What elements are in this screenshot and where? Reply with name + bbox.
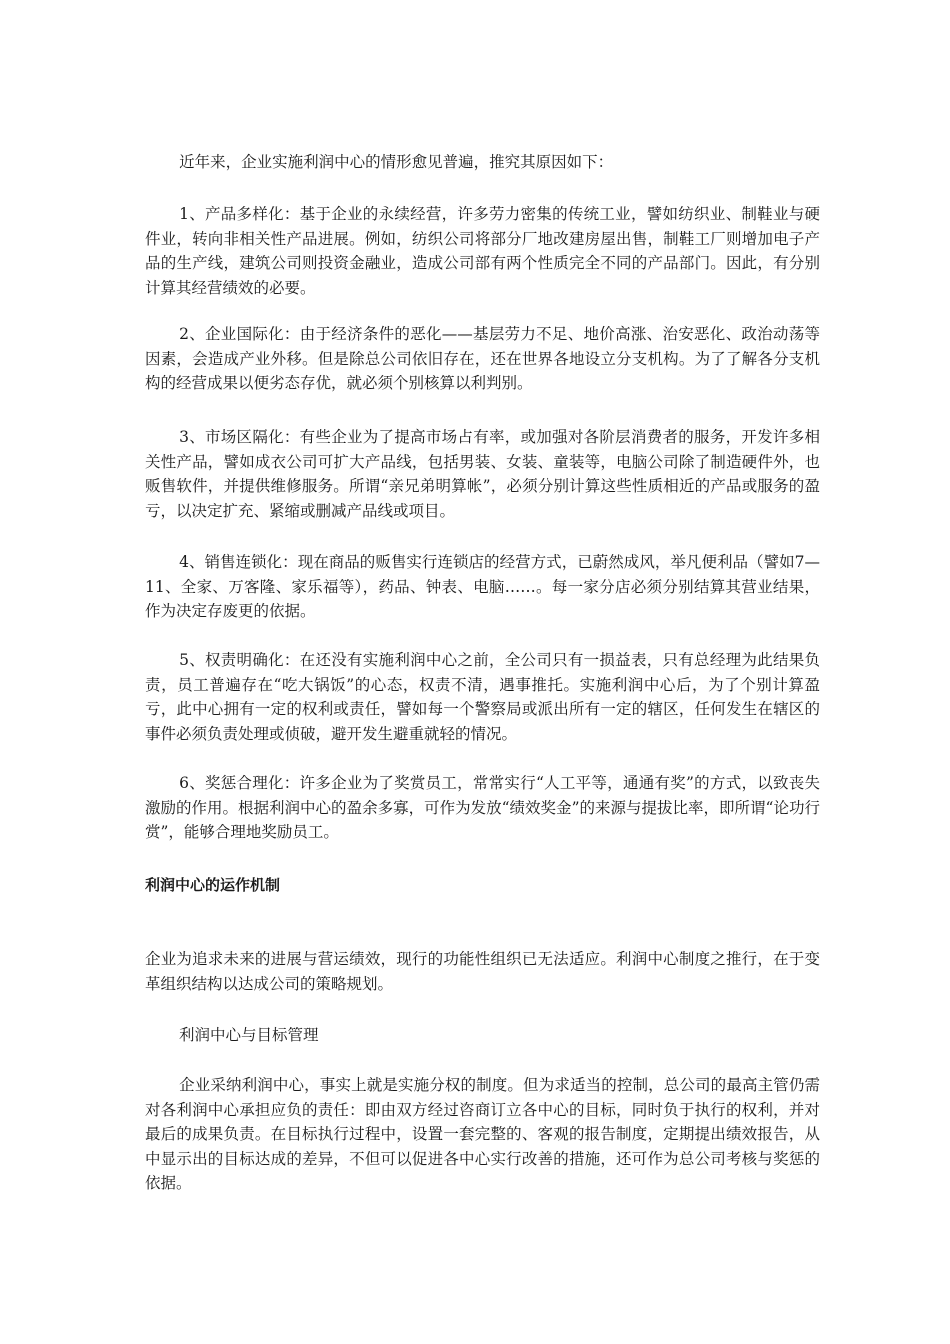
section-intro-paragraph: 企业为追求未来的进展与营运绩效，现行的功能性组织已无法适应。利润中心制度之推行，在于变革组织结构以达成公司的策略规划。	[145, 950, 820, 993]
reason-paragraph-6: 6、奖惩合理化：许多企业为了奖赏员工，常常实行“人工平等，通通有奖”的方式，以致丧失激励的作用。根据利润中心的盈余多寡，可作为发放“绩效奖金”的来源与提拔比率，即所谓“论功行赏”，能够合理地奖励员工。	[145, 774, 820, 842]
reason-paragraph-2: 2、企业国际化：由于经济条件的恶化——基层劳力不足、地价高涨、治安恶化、政治动荡等因素，会造成产业外移。但是除总公司依旧存在，还在世界各地设立分支机构。为了了解各分支机构的经营成果以便劣态存优，就必须个别核算以利判别。	[145, 325, 820, 393]
intro-paragraph: 近年来，企业实施利润中心的情形愈见普遍，推究其原因如下：	[179, 153, 614, 171]
reason-paragraph-3: 3、市场区隔化：有些企业为了提高市场占有率，或加强对各阶层消费者的服务，开发许多相关性产品，譬如成衣公司可扩大产品线，包括男装、女装、童装等，电脑公司除了制造硬件外，也贩售软件，并提供维修服务。所谓“亲兄弟明算帐”，必须分别计算这些性质相近的产品或服务的盈亏，以决定扩充、紧缩或删减产品线或项目。	[145, 428, 820, 520]
final-paragraph: 企业采纳利润中心，事实上就是实施分权的制度。但为求适当的控制，总公司的最高主管仍需对各利润中心承担应负的责任：即由双方经过咨商订立各中心的目标，同时负于执行的权利，并对最后的成果负责。在目标执行过程中，设置一套完整的、客观的报告制度，定期提出绩效报告，从中显示出的目标达成的差异，不但可以促进各中心实行改善的措施，还可作为总公司考核与奖惩的依据。	[145, 1076, 820, 1193]
section-heading: 利润中心的运作机制	[145, 876, 281, 894]
reason-paragraph-1: 1、产品多样化：基于企业的永续经营，许多劳力密集的传统工业，譬如纺织业、制鞋业与硬件业，转向非相关性产品进展。例如，纺织公司将部分厂地改建房屋出售，制鞋工厂则增加电子产品的生产线，建筑公司则投资金融业，造成公司部有两个性质完全不同的产品部门。因此，有分别计算其经营绩效的必要。	[145, 205, 820, 297]
reason-paragraph-4: 4、销售连锁化：现在商品的贩售实行连锁店的经营方式，已蔚然成风，举凡便利品（譬如7—11、全家、万客隆、家乐福等），药品、钟表、电脑……。每一家分店必须分别结算其营业结果，作为决定存废更的依据。	[145, 553, 820, 621]
reason-paragraph-5: 5、权责明确化：在还没有实施利润中心之前，全公司只有一损益表，只有总经理为此结果负责，员工普遍存在“吃大锅饭”的心态，权责不清，遇事推托。实施利润中心后，为了个别计算盈亏，此中心拥有一定的权利或责任，譬如每一个警察局或派出所有一定的辖区，任何发生在辖区的事件必须负责处理或侦破，避开发生避重就轻的情况。	[145, 651, 820, 743]
subheading: 利润中心与目标管理	[179, 1026, 319, 1044]
